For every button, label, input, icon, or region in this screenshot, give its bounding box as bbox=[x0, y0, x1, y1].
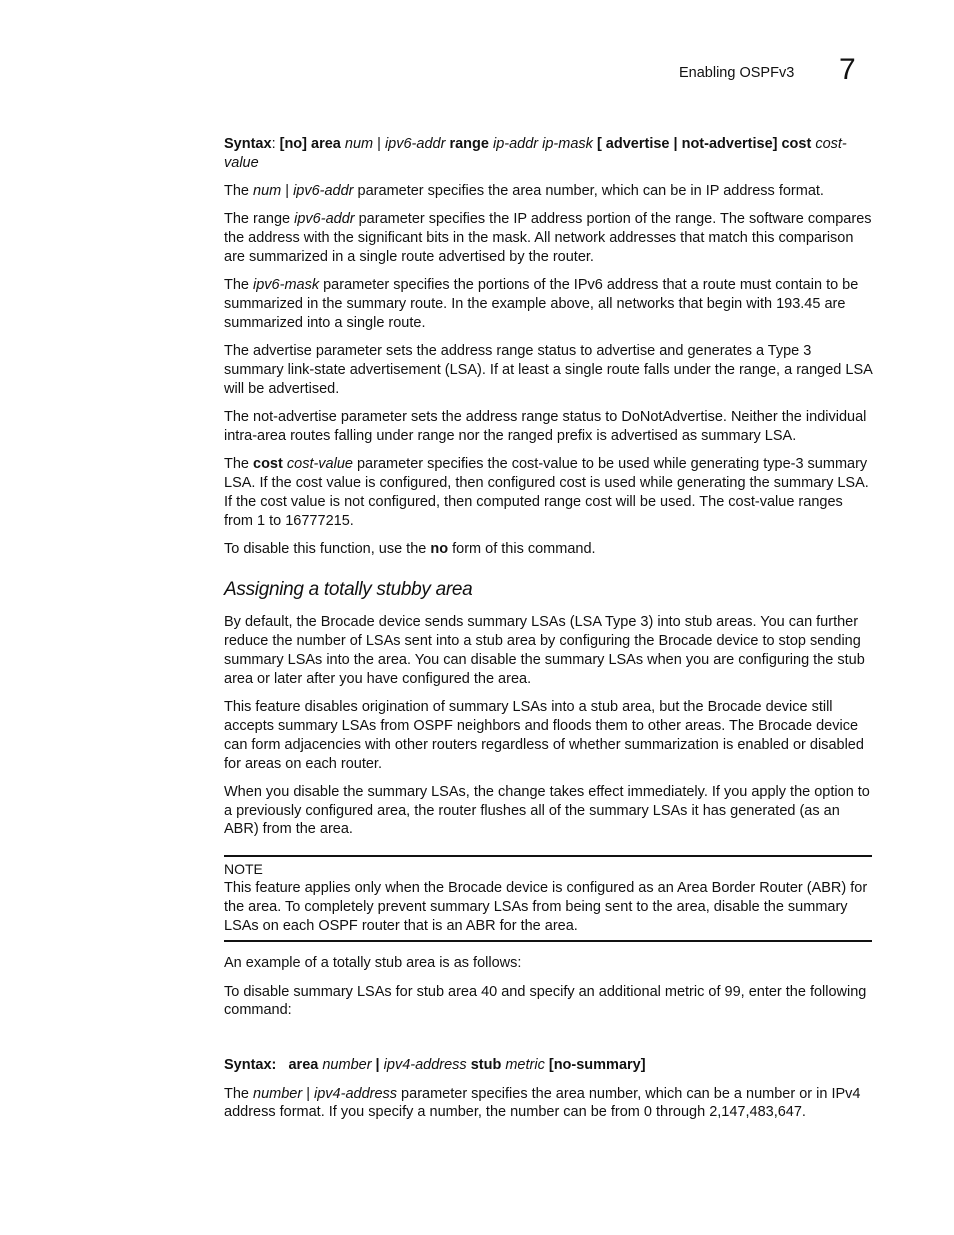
paragraph-effect: When you disable the summary LSAs, the change takes effect immediately. If you apply the option to a previously configured area, the router flushes all of the summary LSAs it has generated (as an ABR) from the area. bbox=[224, 783, 870, 838]
paragraph-default-behavior: By default, the Brocade device sends summary LSAs (LSA Type 3) into stub areas. You can further reduce the number of LSAs sent into a stub area by configuring the Brocade device to stop sending summary LSAs into the area. You can disable the summary LSAs when you are configuring the stub area or later after you have configured the area. bbox=[224, 614, 865, 687]
section-heading: Assigning a totally stubby area bbox=[224, 578, 473, 600]
note-label: NOTE bbox=[224, 861, 263, 878]
syntax-line-stub: Syntax: area number | ipv4-address stub metric [no-summary] bbox=[224, 1057, 646, 1074]
paragraph-advertise: The advertise parameter sets the address range status to advertise and generates a Type 3 summary link-state advertisement (LSA). If at least a single route falls under the range, a ranged LSA will be advertised. bbox=[224, 343, 872, 397]
paragraph-number-param: The number | ipv4-address parameter specifies the area number, which can be a number or in IPv4 address format. If you specify a number, the number can be from 0 through 2,147,483,647. bbox=[224, 1085, 861, 1121]
paragraph-cost-param: The cost cost-value parameter specifies the cost-value to be used while generating type-3 summary LSA. If the cost value is configured, then configured cost is used while generating the summary LSA. If the cost value is not configured, then computed range cost will be used. The cost-value ranges from 1 to 16777215. bbox=[224, 456, 869, 529]
chapter-number: 7 bbox=[839, 53, 856, 86]
paragraph-feature-description: This feature disables origination of summary LSAs into a stub area, but the Brocade device still accepts summary LSAs from OSPF neighbors and floods them to other areas. The Brocade device can form adjacencies with other routers regardless of whether summarization is enabled or disabled for areas on each router. bbox=[224, 699, 864, 772]
paragraph-command-intro: To disable summary LSAs for stub area 40 and specify an additional metric of 99, enter the following command: bbox=[224, 983, 867, 1019]
syntax-line-range: Syntax: [no] area num | ipv6-addr range ip-addr ip-mask [ advertise | not-advertise] cost cost-value bbox=[224, 136, 847, 171]
note-text: This feature applies only when the Brocade device is configured as an Area Border Router (ABR) for the area. To completely prevent summary LSAs from being sent to the area, disable the summary LSAs on each OSPF router that is an ABR for the area. bbox=[224, 880, 868, 934]
paragraph-not-advertise: The not-advertise parameter sets the address range status to DoNotAdvertise. Neither the individual intra-area routes falling under range nor the ranged prefix is advertised as summary LSA. bbox=[224, 409, 867, 444]
syntax-label: Syntax bbox=[224, 136, 272, 152]
running-header: Enabling OSPFv3 bbox=[679, 65, 795, 81]
paragraph-mask-param: The ipv6-mask parameter specifies the portions of the IPv6 address that a route must contain to be summarized in the summary route. In the example above, all networks that begin with 193.45 are summarized into a single route. bbox=[224, 277, 859, 331]
note-box bbox=[224, 855, 872, 942]
main-content bbox=[224, 135, 872, 1132]
paragraph-range-param: The range ipv6-addr parameter specifies the IP address portion of the range. The software compares the address with the significant bits in the mask. All network addresses that match this comparison are summarized in a single route advertised by the router. bbox=[224, 211, 872, 265]
paragraph-example-intro: An example of a totally stub area is as follows: bbox=[224, 955, 522, 972]
paragraph-num-param: The num | ipv6-addr parameter specifies the area number, which can be in IP address format. bbox=[224, 183, 824, 200]
syntax-label: Syntax: bbox=[224, 1057, 277, 1074]
paragraph-disable: To disable this function, use the no form of this command. bbox=[224, 540, 596, 557]
